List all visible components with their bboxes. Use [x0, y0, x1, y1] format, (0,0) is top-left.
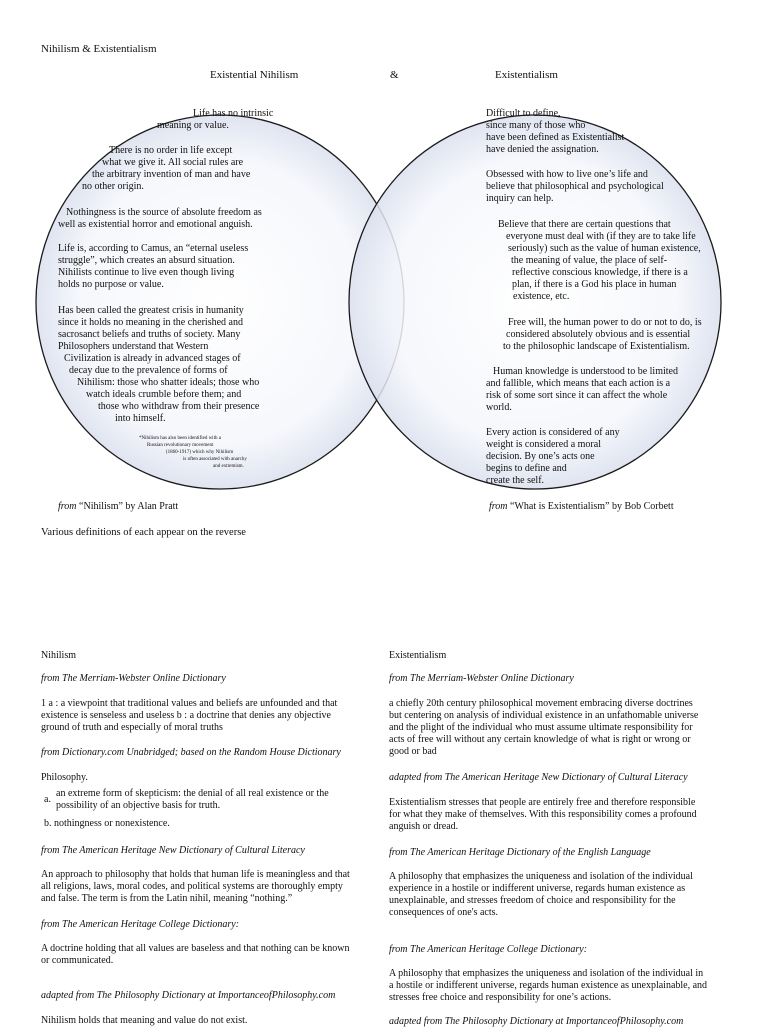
venn-right-line: have denied the assignation.	[486, 144, 599, 155]
venn-right-line: weight is considered a moral	[486, 439, 601, 450]
existentialism-def1-line: acts of free will without any certain knowledge of what is right or wrong or	[389, 734, 691, 745]
page-title: Nihilism & Existentialism	[41, 43, 157, 55]
venn-left-footnote-line: (1860-1917) which why Nihilism	[166, 450, 234, 455]
left-source-title: “Nihilism” by Alan Pratt	[79, 501, 179, 512]
venn-right-line: create the self.	[486, 475, 545, 486]
nihilism-def1-line: ground of truth and especially of moral truths	[41, 722, 223, 733]
nihilism-def5-line: Nihilism holds that meaning and value do not exist.	[41, 1015, 248, 1026]
nihilism-def3-line: An approach to philosophy that holds that human life is meaningless and that	[41, 869, 350, 880]
venn-right-line: the meaning of value, the place of self-	[511, 255, 668, 266]
nihilism-def4-line: A doctrine holding that all values are baseless and that nothing can be known	[41, 943, 350, 954]
venn-left-line: Nothingness is the source of absolute freedom as	[66, 207, 262, 218]
right-source-title: “What is Existentialism” by Bob Corbett	[510, 501, 674, 512]
nihilism-source-2: from Dictionary.com Unabridged; based on the Random House Dictionary	[41, 747, 341, 758]
venn-left-footnote-line: and extremism.	[213, 464, 244, 469]
existentialism-def4-line: stresses free choice and responsibility for one’s actions.	[389, 992, 612, 1003]
existentialism-def2-line: Existentialism stresses that people are entirely free and therefore responsible	[389, 797, 696, 808]
venn-left-line: Nihilism: those who shatter ideals; those who	[77, 377, 260, 388]
venn-left-line: the arbitrary invention of man and have	[92, 169, 251, 180]
existentialism-def1-line: a chiefly 20th century philosophical movement embracing diverse doctrines	[389, 698, 693, 709]
existentialism-def3-line: unexplainable, and stresses freedom of choice and responsibility for the	[389, 895, 676, 906]
nihilism-def1-line: 1 a : a viewpoint that traditional values and beliefs are unfounded and that	[41, 698, 338, 709]
nihilism-def2a-line: an extreme form of skepticism: the denial of all real existence or the	[56, 788, 329, 799]
nihilism-source-1: from The Merriam-Webster Online Dictionary	[41, 673, 226, 684]
nihilism-def4-line: or communicated.	[41, 955, 114, 966]
existentialism-source-3: from The American Heritage Dictionary of the English Language	[389, 847, 651, 858]
venn-left-line: Civilization is already in advanced stages of	[64, 353, 241, 364]
venn-left-line: Life has no intrinsic	[193, 108, 274, 119]
nihilism-def2a-marker: a.	[44, 794, 51, 805]
existentialism-def1-line: but centering on analysis of individual existence in an unfathomable universe	[389, 710, 699, 721]
venn-left-footnote-line: *Nihilism has also been identified with a	[139, 436, 221, 441]
venn-header-right: Existentialism	[495, 69, 558, 81]
venn-right-line: and fallible, which means that each action is a	[486, 378, 671, 389]
venn-right-line: Human knowledge is understood to be limited	[493, 366, 678, 377]
venn-right-line: Free will, the human power to do or not to do, is	[508, 317, 702, 328]
venn-left-line: decay due to the prevalence of forms of	[69, 365, 228, 376]
venn-right-line: decision. By one’s acts one	[486, 451, 595, 462]
venn-right-line: Believe that there are certain questions that	[498, 219, 671, 230]
venn-right-line: considered absolutely obvious and is essential	[506, 329, 691, 340]
venn-right-line: inquiry can help.	[486, 193, 554, 204]
nihilism-source-4: from The American Heritage College Dictionary:	[41, 919, 240, 930]
nihilism-def1-line: existence is senseless and useless b : a doctrine that denies any objective	[41, 710, 331, 721]
existentialism-def2-line: for what they make of themselves. With this responsibility comes a profound	[389, 809, 697, 820]
venn-header-ampersand: &	[390, 69, 399, 81]
existentialism-source-1: from The Merriam-Webster Online Dictionary	[389, 673, 574, 684]
venn-left-line: Life is, according to Camus, an “eternal useless	[58, 243, 249, 254]
venn-right-line: Every action is considered of any	[486, 427, 620, 438]
venn-right-line: reflective conscious knowledge, if there is a	[512, 267, 688, 278]
venn-left-line: no other origin.	[82, 181, 144, 192]
venn-left-line: well as existential horror and emotional anguish.	[58, 219, 253, 230]
venn-left-line: into himself.	[115, 413, 166, 424]
existentialism-source-2: adapted from The American Heritage New Dictionary of Cultural Literacy	[389, 772, 688, 783]
venn-left-line: Has been called the greatest crisis in humanity	[58, 305, 244, 316]
venn-right-line: believe that philosophical and psychological	[486, 181, 664, 192]
nihilism-heading: Nihilism	[41, 650, 77, 661]
nihilism-def3-line: and false. The term is from the Latin nihil, meaning “nothing.”	[41, 893, 293, 904]
venn-left-line: what we give it. All social rules are	[102, 157, 244, 168]
nihilism-source-3: from The American Heritage New Dictionary of Cultural Literacy	[41, 845, 305, 856]
nihilism-def2b: b. nothingness or nonexistence.	[44, 818, 170, 829]
reverse-note: Various definitions of each appear on the reverse	[41, 527, 246, 538]
venn-right-line: existence, etc.	[513, 291, 570, 302]
venn-right-line: everyone must deal with (if they are to take life	[506, 231, 696, 242]
venn-right-line: Obsessed with how to live one’s life and	[486, 169, 648, 180]
existentialism-def1-line: good or bad	[389, 746, 437, 757]
right-source-prefix: from	[489, 501, 508, 512]
venn-right-line: risk of some sort since it can affect the whole	[486, 390, 668, 401]
venn-left-line: meaning or value.	[157, 120, 229, 131]
existentialism-def4-line: A philosophy that emphasizes the uniqueness and isolation of the individual in	[389, 968, 704, 979]
left-source	[58, 501, 178, 512]
nihilism-def2-intro: Philosophy.	[41, 772, 88, 783]
nihilism-def2a-line: possibility of an objective basis for truth.	[56, 800, 221, 811]
venn-right-line: since many of those who	[486, 120, 586, 131]
venn-left-line: Philosophers understand that Western	[58, 341, 209, 352]
venn-right-line: begins to define and	[486, 463, 567, 474]
existentialism-def3-line: consequences of one's acts.	[389, 907, 498, 918]
venn-left-line: Nihilists continue to live even though living	[58, 267, 235, 278]
venn-left-line: since it holds no meaning in the cherished and	[58, 317, 243, 328]
existentialism-def4-line: a hostile or indifferent universe, regards human existence as unexplainable, and	[389, 980, 708, 991]
venn-right-line: plan, if there is a God his place in human	[512, 279, 677, 290]
nihilism-def3-line: all religions, laws, moral codes, and political systems are thoroughly empty	[41, 881, 343, 892]
venn-left-line: those who withdraw from their presence	[98, 401, 260, 412]
venn-header-left: Existential Nihilism	[210, 69, 299, 81]
venn-right-line: world.	[486, 402, 512, 413]
venn-left-line: There is no order in life except	[109, 145, 233, 156]
existentialism-source-4: from The American Heritage College Dictionary:	[389, 944, 588, 955]
venn-right-line: Difficult to define,	[486, 108, 561, 119]
venn-left-line: struggle”, which creates an absurd situation.	[58, 255, 235, 266]
right-source	[489, 501, 674, 512]
existentialism-def1-line: and the plight of the individual who must assume ultimate responsibility for	[389, 722, 693, 733]
existentialism-heading: Existentialism	[389, 650, 447, 661]
existentialism-def3-line: A philosophy that emphasizes the uniqueness and isolation of the individual	[389, 871, 693, 882]
venn-left-footnote-line: is often associated with anarchy	[183, 457, 247, 462]
venn-right-line: have been defined as Existentialist	[486, 132, 625, 143]
venn-left-line: sacrosanct beliefs and truths of society. Many	[58, 329, 241, 340]
existentialism-source-5: adapted from The Philosophy Dictionary at ImportanceofPhilosophy.com	[389, 1016, 684, 1027]
existentialism-def3-line: experience in a hostile or indifferent universe, regards human existence as	[389, 883, 686, 894]
venn-left-footnote-line: Russian revolutionary movement	[147, 443, 214, 448]
venn-right-line: to the philosophic landscape of Existentialism.	[503, 341, 690, 352]
venn-left-line: holds no purpose or value.	[58, 279, 164, 290]
venn-left-line: watch ideals crumble before them; and	[86, 389, 242, 400]
left-source-prefix: from	[58, 501, 77, 512]
existentialism-def2-line: anguish or dread.	[389, 821, 459, 832]
venn-right-line: seriously) such as the value of human existence,	[508, 243, 701, 254]
nihilism-source-5: adapted from The Philosophy Dictionary at ImportanceofPhilosophy.com	[41, 990, 336, 1001]
